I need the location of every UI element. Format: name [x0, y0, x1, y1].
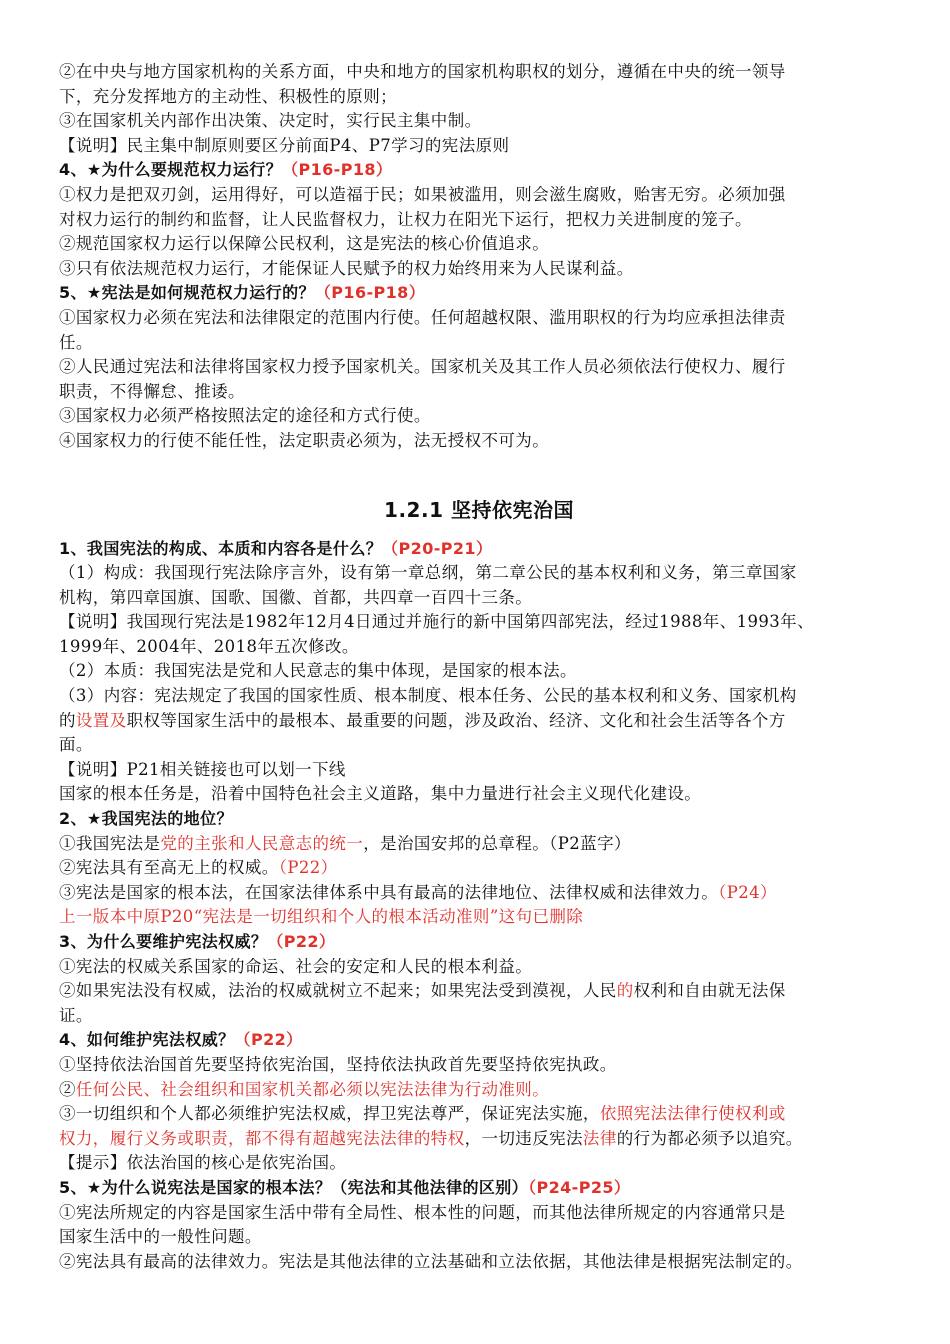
note-line: 1999年、2004年、2018年五次修改。: [59, 636, 359, 656]
text-line: 对权力运行的制约和监督，让人民监督权力，让权力在阳光下运行，把权力关进制度的笼子。: [59, 209, 752, 229]
question-heading: [59, 537, 899, 562]
text-line: 下，充分发挥地方的主动性、积极性的原则；: [59, 86, 397, 106]
question-title: 1、我国宪法的构成、本质和内容各是什么？: [59, 538, 383, 558]
highlight-span: 党的主张和人民意志的统一: [160, 833, 364, 853]
text-line: [59, 832, 899, 857]
text-span: ①我国宪法是: [59, 833, 161, 853]
text-line: [59, 979, 899, 1004]
highlight-span: 的: [616, 981, 634, 1001]
section-title: 1.2.1 坚持依宪治国: [384, 497, 574, 522]
highlight-span: 权力，履行义务或职责，都不得有超越宪法法律的特权: [59, 1128, 465, 1148]
page-ref: （P22）: [234, 1030, 303, 1050]
text-span: ②: [59, 1079, 76, 1099]
text-line: 职责，不得懈怠、推诿。: [59, 381, 245, 401]
text-line: [59, 709, 899, 734]
question-title: 4、★为什么要规范权力运行？: [59, 160, 283, 180]
page-ref: （P24）: [718, 882, 777, 902]
question-heading: [59, 1176, 899, 1201]
text-line: [59, 1102, 899, 1127]
text-line: [59, 856, 899, 881]
text-line: ②在中央与地方国家机构的关系方面，中央和地方的国家机构职权的划分，遵循在中央的统一领导: [59, 62, 786, 81]
note-line: 【说明】我国现行宪法是1982年12月4日通过并施行的新中国第四部宪法，经过1988年、1993年、: [59, 612, 814, 632]
text-span: ②宪法具有至高无上的权威。: [59, 858, 279, 878]
text-line: ③只有依法规范权力运行，才能保证人民赋予的权力始终用来为人民谋利益。: [59, 258, 634, 278]
highlight-span: 设置及: [75, 710, 127, 730]
text-line: ①国家权力必须在宪法和法律限定的范围内行使。任何超越权限、滥用职权的行为均应承担法律责: [59, 307, 786, 327]
question-title: 2、★我国宪法的地位？: [59, 809, 233, 829]
question-heading: [59, 807, 899, 832]
text-line: [59, 1078, 899, 1103]
text-span: ②如果宪法没有权威，法治的权威就树立不起来；如果宪法受到漠视，人民: [59, 981, 617, 1001]
highlight-span: 法律: [582, 1128, 617, 1148]
highlight-span: 依照宪法法律行使权利或: [599, 1104, 786, 1124]
text-line: ④国家权力的行使不能任性，法定职责必须为，法无授权不可为。: [59, 430, 550, 450]
question-title: 5、★宪法是如何规范权力运行的？: [59, 283, 315, 303]
text-line: 国家生活中的一般性问题。: [59, 1227, 262, 1247]
note-line: 【说明】民主集中制原则要区分前面P4、P7学习的宪法原则: [59, 135, 510, 155]
text-line: ①权力是把双刃剑，运用得好，可以造福于民；如果被滥用，则会滋生腐败，贻害无穷。必须加强: [59, 184, 786, 204]
text-line: ③国家权力必须严格按照法定的途径和方式行使。: [59, 406, 431, 426]
text-span: ，是治国安邦的总章程。（P2蓝字）: [363, 833, 631, 853]
page-ref: （P16-P18）: [314, 283, 426, 303]
text-line: 面。: [59, 735, 93, 755]
note-line: 【说明】P21相关链接也可以划一下线: [59, 759, 346, 779]
question-heading: [59, 158, 899, 183]
text-line: ②规范国家权力运行以保障公民权利，这是宪法的核心价值追求。: [59, 234, 550, 254]
text-line: ②宪法具有最高的法律效力。宪法是其他法律的立法基础和立法依据，其他法律是根据宪法制定的。: [59, 1251, 803, 1271]
text-span: ③宪法是国家的根本法，在国家法律体系中具有最高的法律地位、法律权威和法律效力。: [59, 882, 719, 902]
text-line: （1）构成：我国现行宪法除序言外，设有第一章总纲，第二章公民的基本权利和义务，第三章国家: [59, 563, 797, 583]
text-line: （2）本质：我国宪法是党和人民意志的集中体现，是国家的根本法。: [59, 661, 577, 681]
page-ref: （P20-P21）: [382, 538, 493, 558]
question-title: 4、如何维护宪法权威？: [59, 1030, 235, 1050]
text-line: ③在国家机关内部作出决策、决定时，实行民主集中制。: [59, 111, 482, 131]
text-span: 权利和自由就无法保: [633, 981, 786, 1001]
page-ref: （P24-P25）: [528, 1177, 631, 1197]
text-line: ①宪法所规定的内容是国家生活中带有全局性、根本性的问题，而其他法律所规定的内容通常只是: [59, 1202, 786, 1222]
page-ref: （P16-P18）: [282, 160, 393, 180]
question-title: 5、★为什么说宪法是国家的根本法？（宪法和其他法律的区别）: [59, 1177, 529, 1197]
text-line: [59, 881, 899, 906]
text-span: 的行为都必须予以追究。: [616, 1128, 803, 1148]
text-span: 的: [59, 710, 76, 730]
text-line: ②人民通过宪法和法律将国家权力授予国家机关。国家机关及其工作人员必须依法行使权力、履行: [59, 357, 786, 377]
text-line: ①宪法的权威关系国家的命运、社会的安定和人民的根本利益。: [59, 956, 533, 976]
question-heading: [59, 1028, 899, 1053]
document-page: [59, 60, 899, 1274]
highlight-line: 上一版本中原P20“宪法是一切组织和个人的根本活动准则”这句已删除: [59, 907, 584, 927]
highlight-span: 任何公民、社会组织和国家机关都必须以宪法法律为行动准则。: [75, 1079, 550, 1099]
text-line: [59, 1127, 899, 1152]
text-line: （3）内容：宪法规定了我国的国家性质、根本制度、根本任务、公民的基本权利和义务、国家机构: [59, 686, 797, 706]
text-span: ③一切组织和个人都必须维护宪法权威，捍卫宪法尊严，保证宪法实施，: [59, 1104, 600, 1124]
page-ref: （P22）: [278, 858, 338, 878]
question-title: 3、为什么要维护宪法权威？: [59, 932, 268, 951]
text-line: ①坚持依法治国首先要坚持依宪治国，坚持依法执政首先要坚持依宪执政。: [59, 1054, 617, 1074]
text-line: 任。: [59, 332, 93, 352]
text-line: 证。: [59, 1005, 93, 1025]
page-ref: （P22）: [267, 932, 336, 951]
question-heading: [59, 281, 899, 306]
text-span: 职权等国家生活中的最根本、最重要的问题，涉及政治、经济、文化和社会生活等各个方: [126, 710, 786, 730]
text-span: ，一切违反宪法: [464, 1128, 583, 1148]
note-line: 【提示】依法治国的核心是依宪治国。: [59, 1153, 347, 1173]
text-line: 机构，第四章国旗、国歌、国徽、首都，共四章一百四十三条。: [59, 587, 533, 607]
text-line: 国家的根本任务是，沿着中国特色社会主义道路，集中力量进行社会主义现代化建设。: [59, 784, 702, 804]
question-heading: [59, 930, 899, 955]
